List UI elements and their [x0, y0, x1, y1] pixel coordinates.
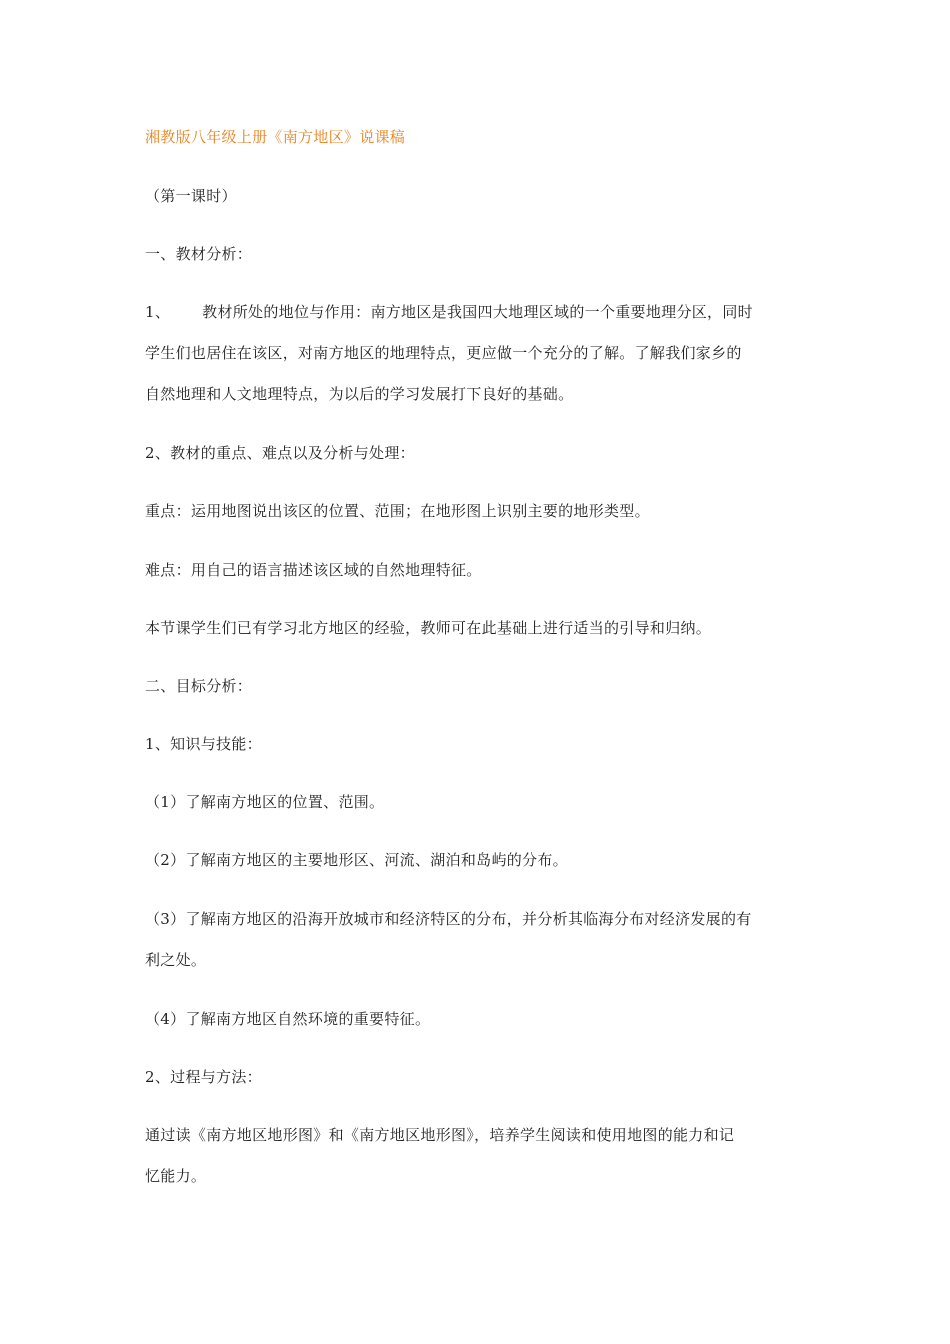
paragraph-item1-line1 — [145, 302, 815, 322]
goal2-heading: 2、过程与方法： — [145, 1068, 262, 1086]
goal1-item2: （2）了解南方地区的主要地形区、河流、湖泊和岛屿的分布。 — [145, 851, 568, 869]
goal2-text-line1: 通过读《南方地区地形图》和《南方地区地形图》，培养学生阅读和使用地图的能力和记 — [145, 1126, 735, 1144]
goal1-item4: （4）了解南方地区自然环境的重要特征。 — [145, 1010, 431, 1028]
paragraph-item1-line2: 学生们也居住在该区，对南方地区的地理特点，更应做一个充分的了解。了解我们家乡的 — [145, 344, 742, 362]
item1-number: 1、 — [145, 303, 171, 321]
goal2-text-line2: 忆能力。 — [145, 1167, 207, 1185]
section-heading-goal-analysis: 二、目标分析： — [145, 677, 253, 695]
item1-text-line1: 教材所处的地位与作用：南方地区是我国四大地理区域的一个重要地理分区，同时 — [202, 303, 753, 321]
document-title: 湘教版八年级上册《南方地区》说课稿 — [145, 128, 406, 146]
item2-heading: 2、教材的重点、难点以及分析与处理： — [145, 444, 415, 462]
section-heading-textbook-analysis: 一、教材分析： — [145, 245, 253, 263]
difficult-point: 难点：用自己的语言描述该区域的自然地理特征。 — [145, 561, 482, 579]
goal1-item1: （1）了解南方地区的位置、范围。 — [145, 793, 385, 811]
goal1-item3-line2: 利之处。 — [145, 951, 207, 969]
processing-note: 本节课学生们已有学习北方地区的经验，教师可在此基础上进行适当的引导和归纳。 — [145, 619, 712, 637]
goal1-heading: 1、知识与技能： — [145, 735, 262, 753]
goal1-item3-line1: （3）了解南方地区的沿海开放城市和经济特区的分布，并分析其临海分布对经济发展的有 — [145, 910, 752, 928]
lesson-period: （第一课时） — [145, 187, 237, 205]
paragraph-item1-line3: 自然地理和人文地理特点，为以后的学习发展打下良好的基础。 — [145, 385, 574, 403]
key-point: 重点：运用地图说出该区的位置、范围；在地形图上识别主要的地形类型。 — [145, 502, 650, 520]
